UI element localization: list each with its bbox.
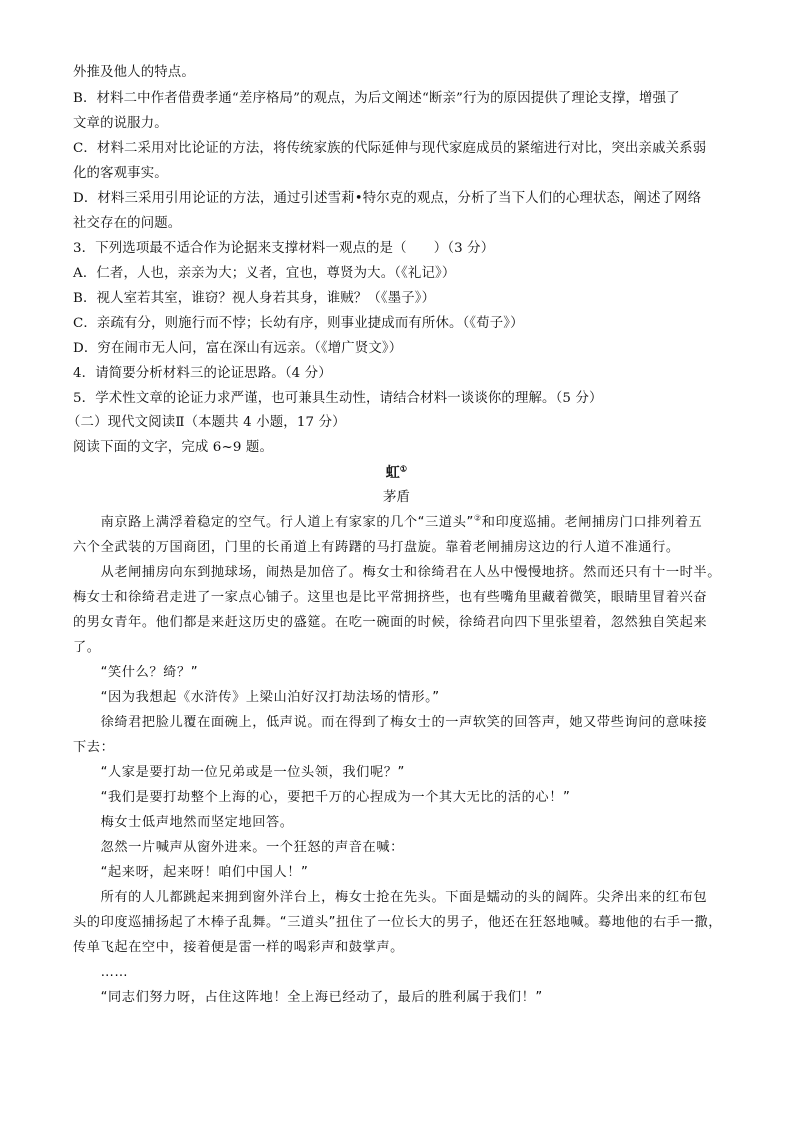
- option-b-line-1: B．材料二中作者借费孝通“差序格局”的观点，为后文阐述“断亲”行为的原因提供了理论支撑，增强了: [73, 91, 680, 106]
- question-3-option-b: B．视人室若其室，谁窃？视人身若其身，谁贼？（《墨子》）: [73, 291, 436, 306]
- dialogue-4: “我们是要打劫整个上海的心，要把千万的心捏成为一个其大无比的活的心！”: [73, 790, 571, 805]
- section-heading: （二）现代文阅读Ⅱ（本题共 4 小题，17 分）: [67, 415, 346, 430]
- story-paragraph-1-line-1: [73, 514, 723, 532]
- question-3-option-d: D．穷在闹市无人问，富在深山有远亲。（《增广贤文》）: [73, 341, 403, 356]
- question-3-option-c: C．亲疏有分，则施行而不悖；长幼有序，则事业捷成而有所休。（《荀子》）: [73, 316, 524, 331]
- story-title: [0, 464, 793, 482]
- story-paragraph-2-line-1: 从老闸捕房向东到抛球场，闹热是加倍了。梅女士和徐绮君在人丛中慢慢地挤。然而还只有十一时半。: [73, 565, 722, 580]
- story-paragraph-2-line-3: 的男女青年。他们都是来赶这历史的盛筵。在吃一碗面的时候，徐绮君向四下里张望着，忽然独自笑起来: [73, 615, 708, 630]
- p1-text-post: 和印度巡捕。老闸捕房门口排列着五: [481, 515, 703, 530]
- option-d-line-1: D．材料三采用引用论证的方法，通过引述雪莉•特尔克的观点，分析了当下人们的心理状态，阐述了网络: [73, 191, 702, 206]
- title-footnote-mark: ①: [399, 463, 408, 474]
- question-3: 3．下列选项最不适合作为论据来支撑材料一观点的是（ ）（3 分）: [73, 241, 495, 256]
- question-3-option-a: A．仁者，人也，亲亲为大；义者，宜也，尊贤为大。（《礼记》）: [73, 266, 456, 281]
- narration-2: 忽然一片喊声从窗外进来。一个狂怒的声音在喊：: [73, 840, 404, 855]
- option-c-line-1: C．材料二采用对比论证的方法，将传统家族的代际延伸与现代家庭成员的紧缩进行对比，突出亲戚关系弱: [73, 141, 707, 156]
- story-author: 茅盾: [382, 490, 411, 505]
- story-title-text: 虹: [385, 465, 400, 481]
- story-paragraph-3-line-2: 下去：: [73, 740, 115, 755]
- story-paragraph-4-line-3: 传单飞起在空中，接着便是雷一样的喝彩声和鼓掌声。: [73, 940, 404, 955]
- ellipsis: ……: [73, 965, 129, 980]
- narration-1: 梅女士低声地然而坚定地回答。: [73, 815, 294, 830]
- option-a-continuation: 外推及他人的特点。: [73, 65, 195, 80]
- dialogue-6: “同志们努力呀，占住这阵地！全上海已经动了，最后的胜利属于我们！”: [73, 990, 543, 1005]
- question-5: 5．学术性文章的论证力求严谨，也可兼具生动性，请结合材料一谈谈你的理解。（5 分）: [73, 391, 603, 406]
- story-paragraph-4-line-1: 所有的人儿都跳起来拥到窗外洋台上，梅女士抢在先头。下面是蠕动的头的阔阵。尖斧出来的红布包: [73, 890, 708, 905]
- option-b-line-2: 文章的说服力。: [73, 116, 168, 131]
- reading-instruction: 阅读下面的文字，完成 6~9 题。: [73, 440, 274, 455]
- story-paragraph-4-line-2: 头的印度巡捕扬起了木棒子乱舞。“三道头”扭住了一位长大的男子，他还在狂怒地喊。蓦地他的右手一撒，: [73, 915, 723, 930]
- option-d-line-2: 社交存在的问题。: [73, 216, 182, 231]
- dialogue-1: “笑什么？绮？”: [73, 665, 199, 680]
- p1-text-pre: 南京路上满浮着稳定的空气。行人道上有家家的几个“三道头”: [73, 515, 474, 530]
- story-paragraph-2-line-2: 梅女士和徐绮君走进了一家点心铺子。这里也是比平常拥挤些，也有些嘴角里藏着微笑，眼睛里冒着兴奋: [73, 590, 708, 605]
- dialogue-2: “因为我想起《水浒传》上梁山泊好汉打劫法场的情形。”: [73, 690, 440, 705]
- footnote-mark-2: ②: [473, 513, 482, 523]
- story-paragraph-1-line-2: 六个全武装的万国商团，门里的长甬道上有踌躇的马打盘旋。靠着老闸捕房这边的行人道不准通行。: [73, 540, 680, 555]
- dialogue-5: “起来呀，起来呀！咱们中国人！”: [73, 865, 309, 880]
- option-c-line-2: 化的客观事实。: [73, 166, 168, 181]
- dialogue-3: “人家是要打劫一位兄弟或是一位头领，我们呢？”: [73, 765, 405, 780]
- story-paragraph-2-line-4: 了。: [73, 640, 101, 655]
- question-4: 4．请简要分析材料三的论证思路。（4 分）: [73, 366, 332, 381]
- story-paragraph-3-line-1: 徐绮君把脸儿覆在面碗上，低声说。而在得到了梅女士的一声软笑的回答声，她又带些询问的意味接: [73, 715, 708, 730]
